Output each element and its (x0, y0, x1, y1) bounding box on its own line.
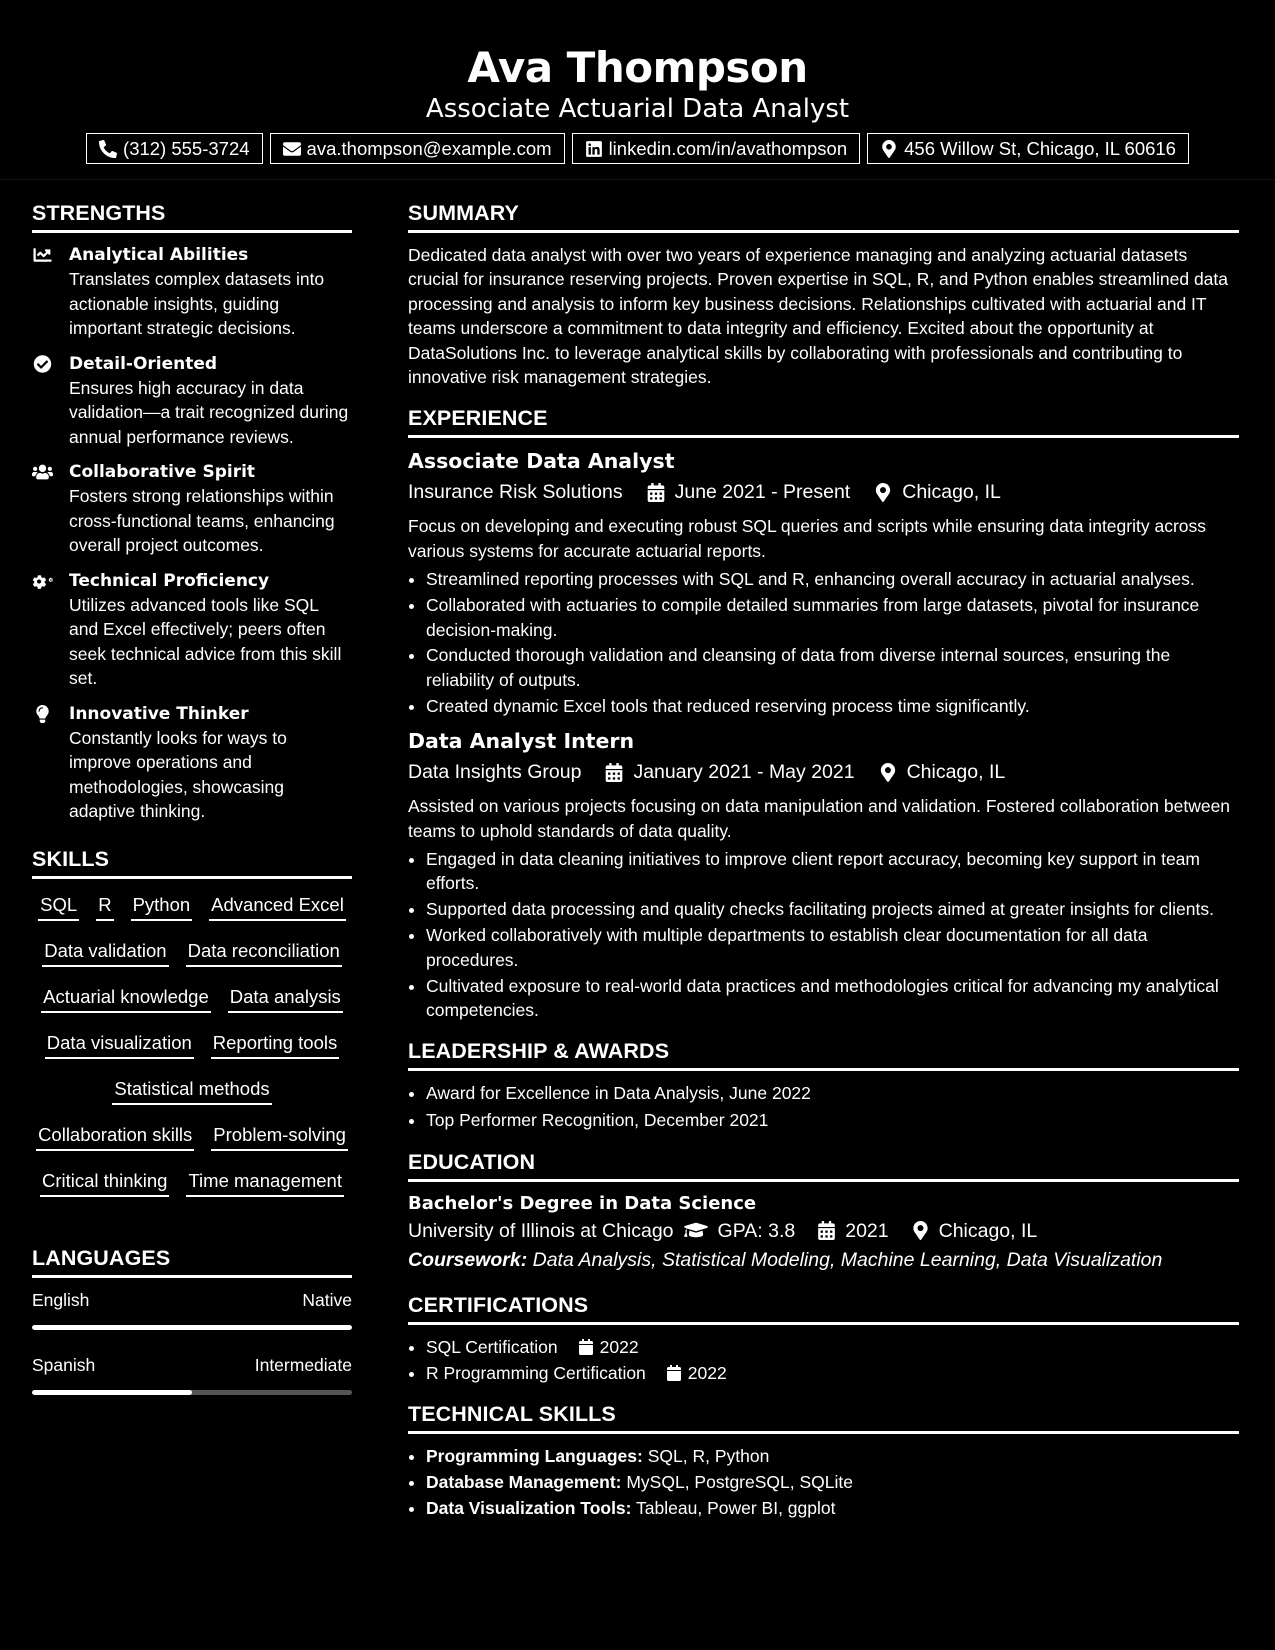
map-marker-icon (874, 483, 892, 502)
job-description: Assisted on various projects focusing on data manipulation and validation. Fostered collaboration between teams to uphold standards of data quality. (408, 796, 1231, 841)
resume-header (0, 0, 1275, 180)
language-level: Native (302, 1289, 352, 1310)
job-company: Insurance Risk Solutions (408, 481, 623, 504)
strengths-title: STRENGTHS (32, 200, 352, 233)
language-name: Spanish (32, 1354, 96, 1375)
calendar-icon (647, 483, 665, 502)
technical-skill-value: SQL, R, Python (647, 1445, 770, 1466)
calendar-icon (605, 763, 623, 782)
job-location: Chicago, IL (902, 481, 1001, 504)
contact-linkedin[interactable] (572, 133, 861, 164)
skill-tag: R (96, 893, 113, 921)
job-entry (408, 448, 1239, 718)
right-column (408, 180, 1239, 1522)
technical-skill-label: Programming Languages: (426, 1445, 643, 1466)
technical-skill-value: MySQL, PostgreSQL, SQLite (626, 1471, 853, 1492)
linkedin-text: linkedin.com/in/avathompson (608, 138, 848, 159)
strength-item (32, 352, 352, 450)
grad-year: 2021 (845, 1219, 889, 1242)
strength-text: Translates complex datasets into actionable insights, guiding important strategic decisions. (69, 269, 325, 338)
job-bullet: • Cultivated exposure to real-world data practices and methodologies critical for advancing my analytical competencies. (426, 974, 1239, 1023)
candidate-name: Ava Thompson (467, 43, 808, 92)
job-bullet: • Collaborated with actuaries to compile detailed summaries from large datasets, pivotal for insurance decision-making. (426, 593, 1239, 642)
certifications-title: CERTIFICATIONS (408, 1292, 1239, 1325)
cogs-icon (32, 572, 53, 590)
job-description: Focus on developing and executing robust SQL queries and scripts while ensuring data integrity across various systems for accurate actuarial reports. (408, 516, 1207, 561)
language-bar (32, 1390, 352, 1395)
job-bullets (408, 847, 1239, 1022)
lightbulb-icon (32, 705, 53, 723)
gpa: GPA: 3.8 (717, 1219, 796, 1242)
map-marker-icon (879, 763, 897, 782)
contact-email[interactable] (270, 133, 565, 164)
technical-skill-item (426, 1496, 1239, 1520)
language-bar-fill (32, 1390, 192, 1395)
strength-text: Constantly looks for ways to improve operations and methodologies, showcasing adaptive thinking. (69, 727, 287, 821)
phone-text: (312) 555-3724 (123, 138, 250, 159)
job-dates: January 2021 - May 2021 (633, 761, 855, 784)
award-item: • Award for Excellence in Data Analysis, June 2022 (426, 1081, 1239, 1105)
leadership-title: LEADERSHIP & AWARDS (408, 1038, 1239, 1071)
graduation-cap-icon (683, 1221, 709, 1240)
cert-name: • R Programming Certification (426, 1362, 646, 1383)
education-title: EDUCATION (408, 1149, 1239, 1182)
cert-year: 2022 (599, 1336, 639, 1357)
address-text: 456 Willow St, Chicago, IL 60616 (904, 138, 1176, 159)
strength-title: Analytical Abilities (69, 245, 249, 265)
skills-title: SKILLS (32, 846, 352, 879)
technical-skills-title: TECHNICAL SKILLS (408, 1401, 1239, 1434)
language-item (32, 1354, 352, 1395)
job-dates: June 2021 - Present (674, 481, 851, 504)
job-title: Associate Data Analyst (408, 449, 675, 474)
language-level: Intermediate (254, 1354, 352, 1375)
job-bullet: • Streamlined reporting processes with SQL and R, enhancing overall accuracy in actuarial analyses. (426, 567, 1239, 591)
skill-tag: Critical thinking (40, 1169, 169, 1197)
languages-title: LANGUAGES (32, 1245, 352, 1278)
award-list (408, 1081, 1239, 1132)
linkedin-icon (585, 140, 603, 158)
candidate-role: Associate Actuarial Data Analyst (425, 94, 850, 124)
job-location: Chicago, IL (906, 761, 1006, 784)
language-bar-fill (32, 1325, 352, 1330)
strength-item (32, 243, 352, 341)
skill-tag: Python (131, 893, 193, 921)
language-name: English (32, 1289, 90, 1310)
skill-tag: Data analysis (228, 985, 343, 1013)
degree-title: Bachelor's Degree in Data Science (408, 1192, 757, 1214)
language-bar (32, 1325, 352, 1330)
skill-tag: Advanced Excel (209, 893, 346, 921)
award-item: • Top Performer Recognition, December 2021 (426, 1108, 1239, 1132)
job-title: Data Analyst Intern (408, 729, 635, 754)
technical-skill-value: Tableau, Power BI, ggplot (636, 1497, 836, 1518)
strength-title: Detail-Oriented (69, 353, 218, 374)
strength-text: Utilizes advanced tools like SQL and Excel effectively; peers often seek technical advice from this skill set. (69, 594, 342, 688)
technical-skill-label: Data Visualization Tools: (426, 1497, 632, 1518)
email-text: ava.thompson@example.com (306, 138, 552, 159)
technical-skill-label: Database Management: (426, 1471, 622, 1492)
strength-title: Innovative Thinker (69, 703, 249, 724)
technical-skill-item (426, 1470, 1239, 1494)
coursework-label: Coursework: (408, 1248, 528, 1271)
coursework-list: Data Analysis, Statistical Modeling, Machine Learning, Data Visualization (532, 1248, 1163, 1271)
coursework (408, 1246, 1239, 1274)
summary-text: Dedicated data analyst with over two years of experience managing and analyzing actuarial datasets crucial for insurance reserving projects. Proven expertise in SQL, R, and Python enables streamlined data processing and analysis to inform key business decisions. Relationships cultivated with actuarial and IT teams underscore a commitment to data integrity and efficiency. Excited about the opportunity at DataSolutions Inc. to leverage analytical skills by collaborating with professionals and contributing to innovative risk management strategies. (408, 245, 1229, 388)
job-bullet: • Conducted thorough validation and cleansing of data from diverse internal sources, ensuring the reliability of outputs. (426, 643, 1239, 692)
skill-tag: Problem-solving (211, 1123, 348, 1151)
school-location: Chicago, IL (938, 1219, 1038, 1242)
job-bullets (408, 567, 1239, 718)
skill-tag: Data reconciliation (186, 939, 342, 967)
cert-list (408, 1335, 1239, 1385)
envelope-icon (283, 140, 301, 158)
left-column (32, 180, 352, 1522)
summary-title: SUMMARY (408, 200, 1239, 233)
skills-list (32, 893, 352, 1197)
technical-skill-item (426, 1444, 1239, 1468)
strength-text: Ensures high accuracy in data validation—a trait recognized during annual performance reviews. (69, 377, 349, 447)
cert-item (426, 1361, 1239, 1385)
skill-tag: Time management (186, 1169, 344, 1197)
job-bullet: • Worked collaboratively with multiple departments to establish clear documentation for all data procedures. (426, 923, 1239, 972)
strength-title: Collaborative Spirit (69, 462, 256, 482)
check-circle-icon (32, 355, 53, 373)
calendar-icon (817, 1221, 836, 1240)
contact-address[interactable] (867, 133, 1189, 164)
job-bullet: • Supported data processing and quality checks facilitating projects aimed at greater insights for clients. (426, 897, 1239, 921)
technical-skills-list (408, 1444, 1239, 1520)
skill-tag: Actuarial knowledge (41, 985, 211, 1013)
phone-icon (99, 140, 117, 158)
map-marker-icon (880, 140, 898, 158)
calendar-icon (666, 1365, 682, 1381)
skill-tag: Reporting tools (211, 1031, 339, 1059)
skill-tag: Data validation (42, 939, 168, 967)
job-company: Data Insights Group (408, 761, 582, 784)
strength-title: Technical Proficiency (69, 570, 270, 591)
school-name: University of Illinois at Chicago (408, 1219, 674, 1242)
contact-bar (0, 133, 1275, 164)
job-bullet: • Created dynamic Excel tools that reduced reserving process time significantly. (426, 694, 1239, 718)
contact-phone[interactable] (86, 133, 263, 164)
language-item (32, 1289, 352, 1330)
strength-item (32, 702, 352, 824)
users-icon (32, 463, 53, 481)
calendar-icon (578, 1339, 594, 1355)
cert-item (426, 1335, 1239, 1359)
cert-year: 2022 (687, 1362, 727, 1383)
skill-tag: SQL (38, 893, 79, 921)
map-marker-icon (911, 1221, 930, 1240)
skill-tag: Collaboration skills (36, 1123, 194, 1151)
strength-item (32, 569, 352, 691)
strength-text: Fosters strong relationships within cross-functional teams, enhancing overall project outcomes. (69, 486, 335, 555)
skill-tag: Statistical methods (112, 1077, 271, 1105)
skill-tag: Data visualization (45, 1031, 194, 1059)
strength-item (32, 460, 352, 558)
job-bullet: • Engaged in data cleaning initiatives to improve client report accuracy, becoming key support in team efforts. (426, 847, 1239, 896)
chart-line-icon (32, 246, 53, 264)
job-entry (408, 728, 1239, 1022)
experience-title: EXPERIENCE (408, 405, 1239, 438)
cert-name: • SQL Certification (426, 1336, 558, 1357)
